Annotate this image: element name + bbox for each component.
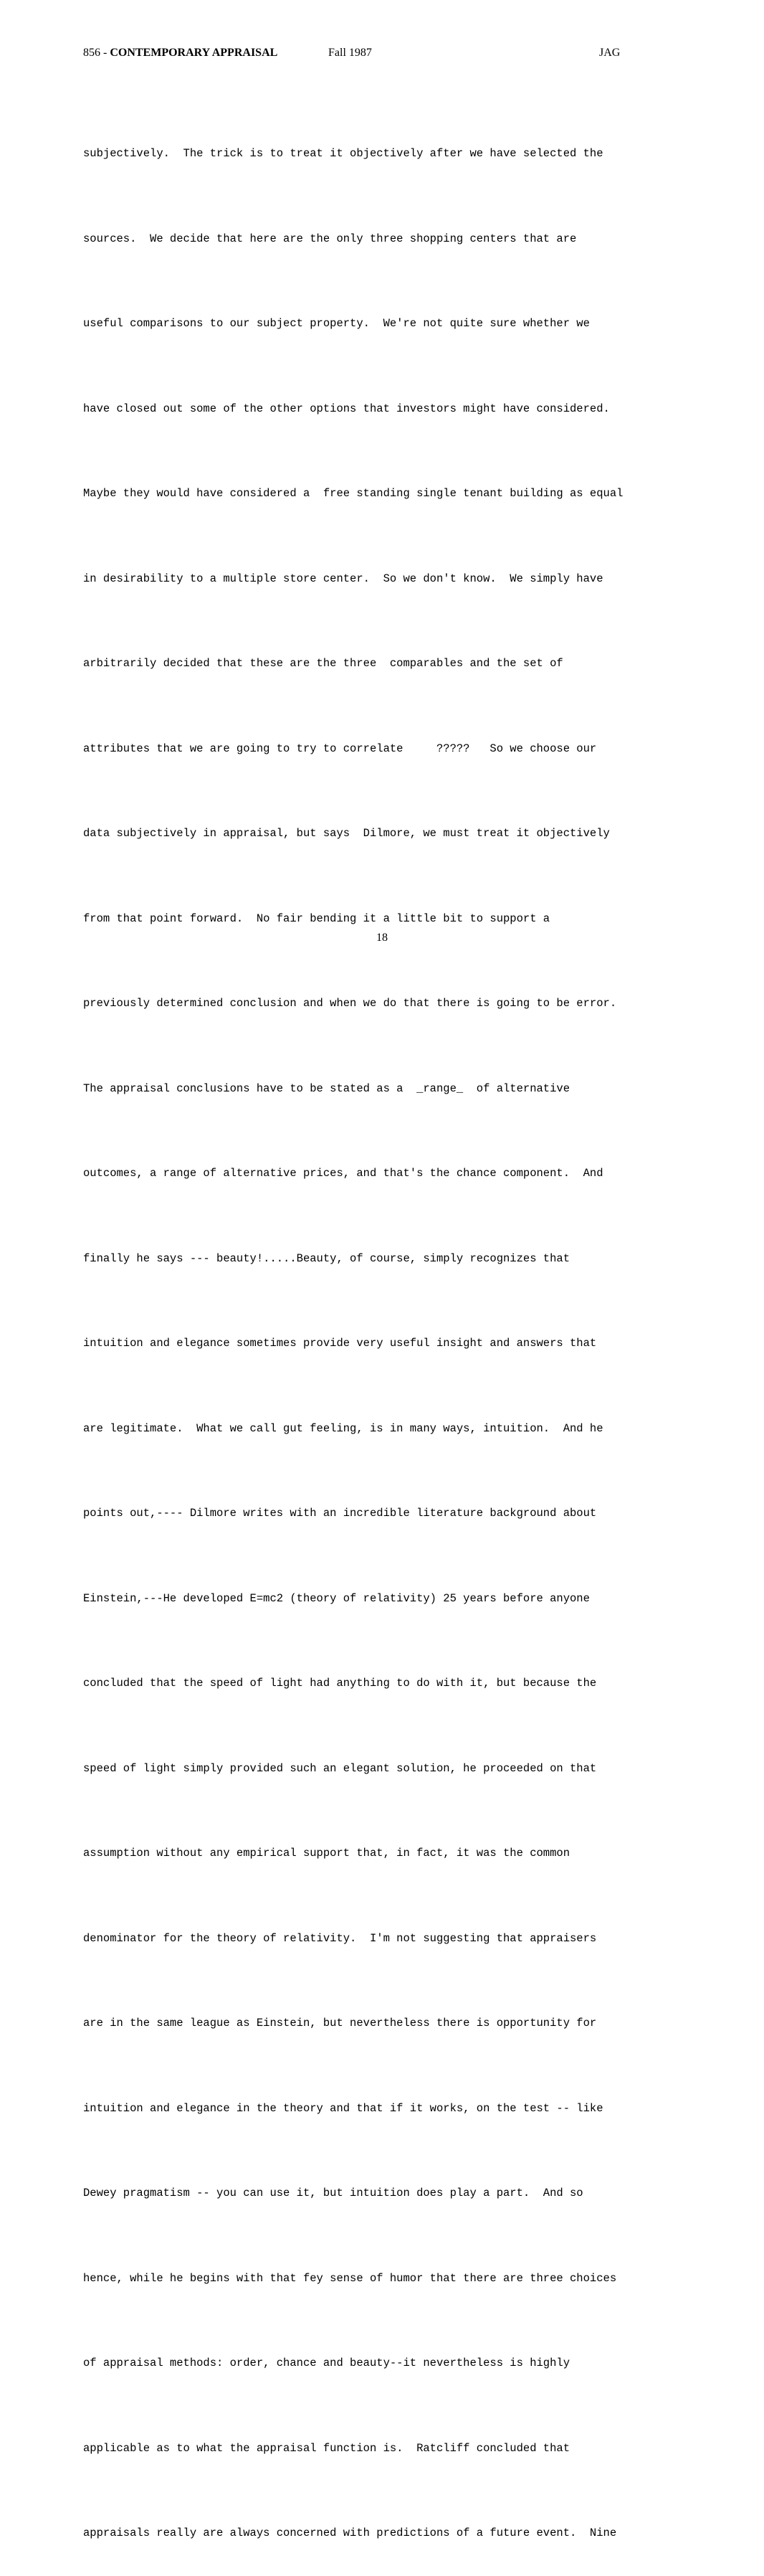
text-line: The appraisal conclusions have to be stated as a _range_ of alternative bbox=[83, 1081, 570, 1095]
text-line: applicable as to what the appraisal function is. Ratcliff concluded that bbox=[83, 2441, 570, 2455]
text-line: appraisals really are always concerned with predictions of a future event. Nine bbox=[83, 2527, 617, 2539]
text-line: intuition and elegance in the theory and that if it works, on the test -- like bbox=[83, 2101, 603, 2115]
text-line: intuition and elegance sometimes provide very useful insight and answers that bbox=[83, 1337, 597, 1350]
text-line: denominator for the theory of relativity. I'm not suggesting that appraisers bbox=[83, 1931, 597, 1945]
page-header bbox=[0, 44, 764, 62]
course-code: 856 - bbox=[83, 47, 110, 59]
text-line: sources. We decide that here are the only three shopping centers that are bbox=[83, 232, 577, 245]
course-title: CONTEMPORARY APPRAISAL bbox=[110, 47, 278, 59]
text-line: of appraisal methods: order, chance and beauty--it nevertheless is highly bbox=[83, 2357, 570, 2369]
text-line: Maybe they would have considered a free standing single tenant building as equal bbox=[83, 487, 624, 500]
text-line: assumption without any empirical support that, in fact, it was the common bbox=[83, 1847, 570, 1860]
text-line: hence, while he begins with that fey sense of humor that there are three choices bbox=[83, 2271, 617, 2285]
text-line: previously determined conclusion and when we do that there is going to be error. bbox=[83, 997, 617, 1010]
text-line: data subjectively in appraisal, but says Dilmore, we must treat it objectively bbox=[83, 827, 610, 840]
text-line: finally he says --- beauty!.....Beauty, of course, simply recognizes that bbox=[83, 1251, 570, 1265]
text-line: useful comparisons to our subject property. We're not quite sure whether we bbox=[83, 317, 590, 330]
author-initials: JAG bbox=[599, 47, 621, 59]
text-line: Einstein,---He developed E=mc2 (theory of relativity) 25 years before anyone bbox=[83, 1591, 590, 1605]
transcript-body bbox=[83, 83, 714, 2576]
course-heading bbox=[83, 44, 277, 62]
text-line: concluded that the speed of light had anything to do with it, but because the bbox=[83, 1677, 597, 1690]
text-line: are in the same league as Einstein, but nevertheless there is opportunity for bbox=[83, 2017, 597, 2030]
text-line: have closed out some of the other options that investors might have considered. bbox=[83, 402, 610, 415]
text-line: points out,---- Dilmore writes with an incredible literature background about bbox=[83, 1507, 597, 1520]
text-line: subjectively. The trick is to treat it objectively after we have selected the bbox=[83, 147, 603, 160]
text-line: in desirability to a multiple store center. So we don't know. We simply have bbox=[83, 572, 603, 585]
term-label: Fall 1987 bbox=[328, 47, 372, 59]
text-line: arbitrarily decided that these are the three comparables and the set of bbox=[83, 657, 563, 670]
text-line: are legitimate. What we call gut feeling, is in many ways, intuition. And he bbox=[83, 1421, 603, 1435]
text-line: Dewey pragmatism -- you can use it, but intuition does play a part. And so bbox=[83, 2187, 583, 2199]
page-number: 18 bbox=[376, 932, 388, 944]
text-line: attributes that we are going to try to correlate ????? So we choose our bbox=[83, 742, 597, 755]
text-line: speed of light simply provided such an elegant solution, he proceeded on that bbox=[83, 1761, 597, 1775]
text-line: from that point forward. No fair bending it a little bit to support a bbox=[83, 911, 550, 925]
text-line: outcomes, a range of alternative prices, and that's the chance component. And bbox=[83, 1167, 603, 1180]
